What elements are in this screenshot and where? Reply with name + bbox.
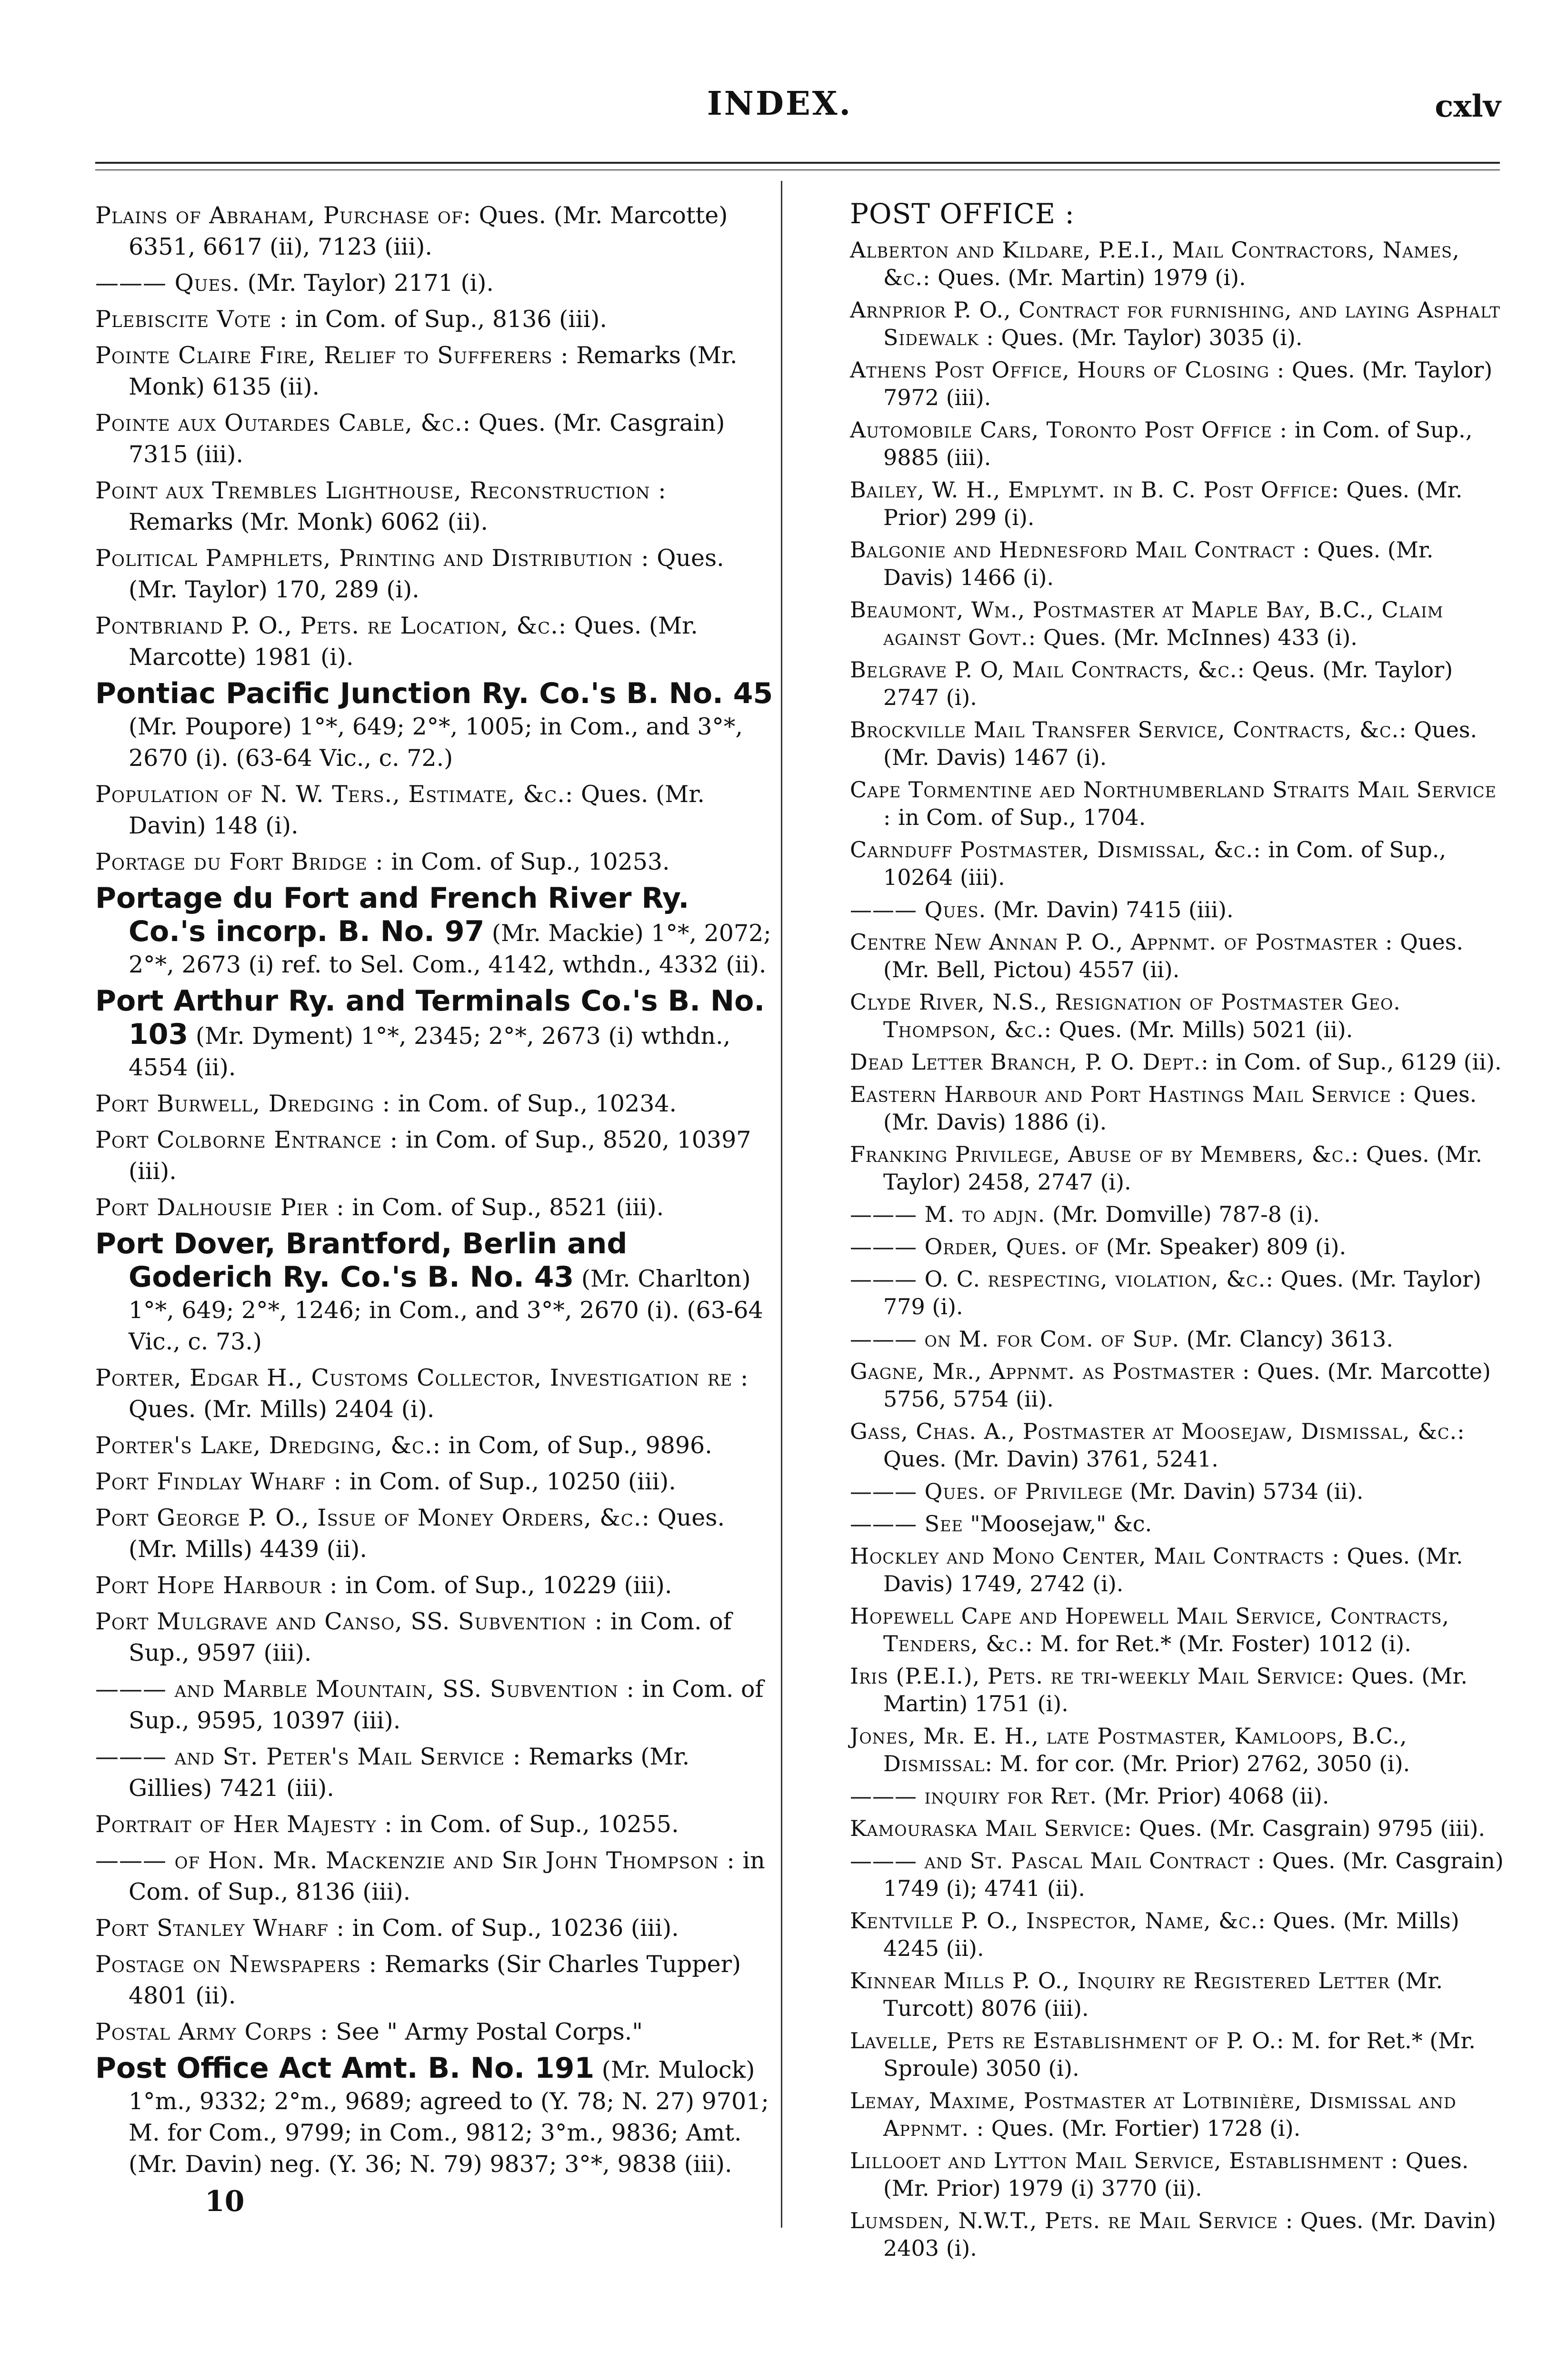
- entry-references: Ques. (Mr. Davis) 1749, 2742 (i).: [883, 1543, 1463, 1597]
- index-entry: [95, 407, 776, 470]
- column-divider: [781, 181, 782, 2228]
- entry-heading: Brockville Mail Transfer Service, Contracts, &c.:: [850, 717, 1407, 743]
- entry-references: (Mr. Mackie) 1°*, 2072; 2°*, 2673 (i) ref. to Sel. Com., 4142, wthdn., 4332 (ii).: [129, 920, 771, 978]
- index-entry: [850, 1907, 1505, 1962]
- entry-heading: Port Dalhousie Pier :: [95, 1194, 345, 1221]
- entry-heading: Lumsden, N.W.T., Pets. re Mail Service :: [850, 2208, 1294, 2233]
- entry-references: in Com. of Sup., 6129 (ii).: [1208, 1049, 1502, 1075]
- index-entry: [95, 1466, 776, 1497]
- entry-references: Ques. (Mr. Taylor) 3035 (i).: [994, 325, 1303, 350]
- entry-heading: Hockley and Mono Center, Mail Contracts :: [850, 1543, 1340, 1569]
- entry-references: in Com. of Sup., 10253.: [383, 848, 670, 875]
- entry-references: M. for Ret.* (Mr. Sproule) 3050 (i).: [883, 2028, 1476, 2081]
- index-entry: [850, 236, 1505, 291]
- entry-heading: Port George P. O., Issue of Money Orders, &c.:: [95, 1504, 650, 1531]
- entry-heading: ——— Ques.: [850, 897, 987, 922]
- entry-references: (Mr. Turcott) 8076 (iii).: [883, 1968, 1443, 2021]
- index-entry: [850, 476, 1505, 531]
- index-entry: [850, 1325, 1505, 1353]
- entry-references: Ques. (Mr. Davis) 1886 (i).: [883, 1081, 1477, 1135]
- entry-references: Ques. (Mr. Marcotte) 6351, 6617 (ii), 7123 (iii).: [129, 202, 728, 260]
- entry-references: in Com. of Sup., 10236 (iii).: [345, 1914, 679, 1942]
- entry-references: Ques. (Mr. Mills) 2404 (i).: [129, 1396, 435, 1423]
- entry-references: (Mr. Prior) 4068 (ii).: [1097, 1783, 1329, 1809]
- entry-heading: Franking Privilege, Abuse of by Members, &c.:: [850, 1141, 1359, 1167]
- entry-references: (Mr. Charlton) 1°*, 649; 2°*, 1246; in Com., and 3°*, 2670 (i). (63-64 Vic., c. 73.): [129, 1265, 763, 1355]
- entry-references: in Com. of Sup., 8520, 10397 (iii).: [129, 1126, 751, 1185]
- entry-heading: Porter, Edgar H., Customs Collector, Investigation re :: [95, 1364, 749, 1391]
- entry-references: "Moosejaw," &c.: [963, 1511, 1152, 1537]
- index-entry: [850, 776, 1505, 831]
- index-entry: [850, 928, 1505, 983]
- entry-references: Remarks (Mr. Gillies) 7421 (iii).: [129, 1743, 690, 1802]
- entry-heading: Port Arthur Ry. and Terminals Co.'s B. No. 103: [95, 984, 765, 1051]
- index-entry: [95, 1949, 776, 2012]
- entry-references: Ques. (Mr. Martin) 1979 (i).: [930, 265, 1246, 290]
- entry-references: M. for cor. (Mr. Prior) 2762, 3050 (i).: [993, 1751, 1410, 1776]
- index-entry: [95, 1674, 776, 1736]
- entry-heading: ——— See: [850, 1511, 963, 1537]
- index-entry: [95, 1502, 776, 1565]
- entry-heading: Lavelle, Pets re Establishment of P. O.:: [850, 2028, 1285, 2053]
- entry-heading: Gass, Chas. A., Postmaster at Moosejaw, Dismissal, &c.:: [850, 1418, 1465, 1444]
- entry-heading: Lillooet and Lytton Mail Service, Establishment :: [850, 2148, 1399, 2173]
- index-entry: [95, 1192, 776, 1223]
- index-entry: [95, 1430, 776, 1461]
- entry-references: See " Army Postal Corps.": [328, 2018, 643, 2045]
- index-entry: [850, 1233, 1505, 1260]
- entry-heading: Kinnear Mills P. O., Inquiry re Registered Letter: [850, 1968, 1390, 1993]
- entry-heading: ——— of Hon. Mr. Mackenzie and Sir John Thompson :: [95, 1847, 735, 1874]
- index-entry: [850, 1265, 1505, 1320]
- entry-references: Ques. (Mr. Davis) 1467 (i).: [883, 717, 1477, 770]
- entry-heading: Portrait of Her Majesty :: [95, 1811, 393, 1838]
- entry-heading: Gagne, Mr., Appnmt. as Postmaster :: [850, 1359, 1250, 1384]
- entry-references: in Com. of Sup., 10234.: [390, 1090, 677, 1117]
- entry-references: Ques. (Mr. Marcotte) 5756, 5754 (ii).: [883, 1359, 1491, 1412]
- index-entry: [95, 1362, 776, 1425]
- entry-references: (Mr. Mulock) 1°m., 9332; 2°m., 9689; agreed to (Y. 78; N. 27) 9701; M. for Com., 9799; in Com., 9812; 3°m., 9836; Amt. (Mr. Davin) neg. (Y. 36; N. 79) 9837; 3°*, 9838 (iii).: [129, 2056, 769, 2178]
- index-entry: [850, 596, 1505, 651]
- entry-heading: Hopewell Cape and Hopewell Mail Service, Contracts, Tenders, &c.:: [850, 1603, 1450, 1656]
- entry-heading: Kentville P. O., Inspector, Name, &c.:: [850, 1908, 1266, 1934]
- index-entry: [95, 985, 776, 1083]
- index-entry: [850, 656, 1505, 711]
- entry-references: in Com. of Sup., 10255.: [392, 1811, 679, 1838]
- index-entry: [850, 1722, 1505, 1777]
- entry-references: Ques. (Mr. Marcotte) 1981 (i).: [129, 612, 698, 671]
- entry-heading: Pontiac Pacific Junction Ry. Co.'s B. No. 45: [95, 677, 773, 710]
- entry-heading: Belgrave P. O, Mail Contracts, &c.:: [850, 657, 1246, 683]
- entry-references: Ques. (Mr. Casgrain) 7315 (iii).: [129, 409, 725, 468]
- entry-references: (Mr. Domville) 787-8 (i).: [1045, 1201, 1320, 1227]
- entry-references: (Mr. Speaker) 809 (i).: [1099, 1234, 1347, 1259]
- index-entry: [850, 1510, 1505, 1537]
- index-entry: [95, 1809, 776, 1840]
- index-entry: [850, 1418, 1505, 1473]
- index-entry: [95, 475, 776, 538]
- entry-heading: ——— Ques. of Privilege: [850, 1478, 1123, 1504]
- entry-heading: Point aux Trembles Lighthouse, Reconstruction :: [95, 477, 667, 504]
- entry-heading: ——— Order, Ques. of: [850, 1234, 1099, 1259]
- entry-heading: Beaumont, Wm., Postmaster at Maple Bay, B.C., Claim against Govt.:: [850, 597, 1444, 650]
- index-entry: [850, 416, 1505, 471]
- index-entry: [95, 678, 776, 774]
- entry-references: (Mr. Poupore) 1°*, 649; 2°*, 1005; in Com., and 3°*, 2670 (i). (63-64 Vic., c. 72.): [129, 713, 743, 772]
- index-entry: [850, 1602, 1505, 1657]
- entry-references: Remarks (Mr. Monk) 6062 (ii).: [129, 508, 488, 536]
- index-entry: [850, 1140, 1505, 1196]
- entry-heading: Port Colborne Entrance :: [95, 1126, 399, 1153]
- entry-heading: ——— Ques.: [95, 269, 240, 297]
- entry-heading: ——— on M. for Com. of Sup.: [850, 1326, 1180, 1352]
- entry-references: in Com. of Sup., 8136 (iii).: [288, 306, 607, 333]
- entry-heading: Centre New Annan P. O., Appnmt. of Postmaster :: [850, 929, 1393, 955]
- index-entry: [850, 1200, 1505, 1228]
- index-entry: [850, 2087, 1505, 2142]
- index-entry: [95, 304, 776, 335]
- entry-references: Ques. (Mr. Prior) 1979 (i) 3770 (ii).: [883, 2148, 1469, 2201]
- entry-heading: ——— and St. Pascal Mail Contract :: [850, 1848, 1266, 1874]
- entry-heading: Lemay, Maxime, Postmaster at Lotbinière, Dismissal and Appnmt. :: [850, 2088, 1457, 2141]
- entry-heading: ——— O. C. respecting, violation, &c.:: [850, 1266, 1274, 1292]
- entry-heading: Population of N. W. Ters., Estimate, &c.:: [95, 781, 574, 808]
- index-entry: [850, 1478, 1505, 1505]
- entry-heading: ——— and St. Peter's Mail Service :: [95, 1743, 521, 1770]
- entry-references: Remarks (Mr. Monk) 6135 (ii).: [129, 342, 738, 400]
- entry-references: Ques. (Mr. Bell, Pictou) 4557 (ii).: [883, 929, 1464, 982]
- index-entry: [95, 543, 776, 605]
- entry-references: Ques. (Mr. Mills) 4439 (ii).: [129, 1504, 725, 1563]
- index-entry: [95, 1606, 776, 1669]
- index-entry: [850, 1662, 1505, 1717]
- right-column: [850, 200, 1505, 2267]
- index-entry: [850, 536, 1505, 591]
- entry-references: Ques. (Mr. Davin) 3761, 5241.: [883, 1446, 1218, 1472]
- entry-references: (Mr. Dyment) 1°*, 2345; 2°*, 2673 (i) wthdn., 4554 (ii).: [129, 1022, 731, 1081]
- entry-references: Ques. (Mr. Mills) 5021 (ii).: [1052, 1017, 1353, 1042]
- entry-heading: Cape Tormentine aed Northumberland Straits Mail Service :: [850, 777, 1497, 830]
- entry-heading: Pointe Claire Fire, Relief to Sufferers :: [95, 342, 569, 369]
- entry-heading: Political Pamphlets, Printing and Distribution :: [95, 545, 649, 572]
- index-entry: [95, 610, 776, 673]
- page-number: cxlv: [1435, 89, 1501, 124]
- index-entry: [850, 2027, 1505, 2082]
- index-entry: [850, 1782, 1505, 1810]
- entry-heading: Athens Post Office, Hours of Closing :: [850, 357, 1285, 383]
- entry-references: Ques. (Mr. McInnes) 433 (i).: [1036, 625, 1357, 650]
- index-entry: [850, 716, 1505, 771]
- entry-heading: Porter's Lake, Dredging, &c.:: [95, 1432, 441, 1459]
- index-entry: [850, 2207, 1505, 2262]
- index-entry: [95, 846, 776, 878]
- index-entry: [850, 836, 1505, 891]
- entry-heading: Arnprior P. O., Contract for furnishing, and laying Asphalt Sidewalk :: [850, 297, 1501, 350]
- index-entry: [95, 779, 776, 842]
- index-entry: [850, 988, 1505, 1043]
- right-column-entries: [850, 236, 1505, 2262]
- index-entry: [95, 1228, 776, 1358]
- entry-heading: Plains of Abraham, Purchase of:: [95, 202, 471, 229]
- entry-heading: Port Findlay Wharf :: [95, 1468, 342, 1495]
- index-entry: [95, 1088, 776, 1120]
- entry-references: in Com. of Sup., 9885 (iii).: [883, 417, 1473, 470]
- entry-heading: Carnduff Postmaster, Dismissal, &c.:: [850, 837, 1261, 863]
- entry-heading: ——— M. to adjn.: [850, 1201, 1046, 1227]
- entry-heading: Pontbriand P. O., Pets. re Location, &c.:: [95, 612, 567, 639]
- index-entry: [850, 1081, 1505, 1136]
- entry-heading: Jones, Mr. E. H., late Postmaster, Kamloops, B.C., Dismissal:: [850, 1723, 1407, 1776]
- section-heading: POST OFFICE :: [850, 198, 1075, 230]
- entry-references: in Com. of Sup., 1704.: [891, 804, 1146, 830]
- entry-heading: Dead Letter Branch, P. O. Dept.:: [850, 1049, 1209, 1075]
- entry-references: in Com. of Sup., 9597 (iii).: [129, 1608, 732, 1666]
- entry-references: Ques. (Mr. Mills) 4245 (ii).: [883, 1908, 1459, 1961]
- index-entry: [95, 2016, 776, 2048]
- entry-heading: ——— and Marble Mountain, SS. Subvention :: [95, 1676, 635, 1703]
- index-entry: [850, 1815, 1505, 1842]
- entry-references: (Mr. Taylor) 2171 (i).: [240, 269, 494, 297]
- index-entry: [850, 1847, 1505, 1902]
- entry-heading: Iris (P.E.I.), Pets. re tri-weekly Mail Service:: [850, 1663, 1345, 1689]
- index-entry: [850, 1542, 1505, 1597]
- index-entry: [850, 1048, 1505, 1076]
- entry-references: in Com. of Sup., 8521 (iii).: [344, 1194, 664, 1221]
- entry-references: in Com. of Sup., 9595, 10397 (iii).: [129, 1676, 764, 1734]
- entry-heading: Eastern Harbour and Port Hastings Mail Service :: [850, 1081, 1407, 1107]
- entry-references: Ques. (Mr. Casgrain) 9795 (iii).: [1132, 1815, 1486, 1841]
- index-entry: [95, 1124, 776, 1187]
- index-entry: [850, 2147, 1505, 2202]
- entry-heading: Pointe aux Outardes Cable, &c.:: [95, 409, 471, 436]
- entry-references: Ques. (Mr. Taylor) 2458, 2747 (i).: [883, 1141, 1482, 1195]
- entry-references: in Com, of Sup., 9896.: [441, 1432, 712, 1459]
- entry-references: (Mr. Clancy) 3613.: [1179, 1326, 1393, 1352]
- entry-heading: Portage du Fort Bridge :: [95, 848, 384, 875]
- entry-heading: Postal Army Corps :: [95, 2018, 329, 2045]
- entry-references: (Mr. Davin) 5734 (ii).: [1123, 1478, 1364, 1504]
- entry-references: Remarks (Sir Charles Tupper) 4801 (ii).: [129, 1951, 741, 2009]
- entry-references: Ques. (Mr. Casgrain) 1749 (i); 4741 (ii).: [883, 1848, 1504, 1901]
- entry-references: Ques. (Mr. Prior) 299 (i).: [883, 477, 1463, 530]
- entry-references: Ques. (Mr. Taylor) 170, 289 (i).: [129, 545, 724, 603]
- entry-references: Ques. (Mr. Davin) 148 (i).: [129, 781, 705, 839]
- entry-heading: Port Burwell, Dredging :: [95, 1090, 391, 1117]
- entry-references: (Mr. Davin) 7415 (iii).: [986, 897, 1234, 922]
- entry-heading: Post Office Act Amt. B. No. 191: [95, 2052, 595, 2085]
- index-entry: [850, 296, 1505, 351]
- entry-heading: Bailey, W. H., Emplymt. in B. C. Post Office:: [850, 477, 1339, 503]
- entry-references: M. for Ret.* (Mr. Foster) 1012 (i).: [1033, 1631, 1411, 1656]
- index-entry: [95, 340, 776, 403]
- entry-references: in Com. of Sup., 10264 (iii).: [883, 837, 1447, 890]
- entry-heading: Kamouraska Mail Service:: [850, 1815, 1132, 1841]
- entry-heading: Automobile Cars, Toronto Post Office :: [850, 417, 1288, 443]
- entry-references: Ques. (Mr. Martin) 1751 (i).: [883, 1663, 1468, 1716]
- entry-references: Qeus. (Mr. Taylor) 2747 (i).: [883, 657, 1453, 710]
- entry-references: Ques. (Mr. Davis) 1466 (i).: [883, 537, 1434, 590]
- entry-heading: Clyde River, N.S., Resignation of Postmaster Geo. Thompson, &c.:: [850, 989, 1401, 1042]
- entry-references: in Com. of Sup., 10229 (iii).: [338, 1572, 672, 1599]
- entry-heading: Postage on Newspapers :: [95, 1951, 378, 1978]
- index-entry: [95, 268, 776, 299]
- entry-references: in Com. of Sup., 8136 (iii).: [129, 1847, 765, 1905]
- index-entry: [95, 1913, 776, 1944]
- index-entry: [95, 200, 776, 263]
- entry-heading: Port Stanley Wharf :: [95, 1914, 345, 1942]
- entry-heading: Plebiscite Vote :: [95, 306, 288, 333]
- index-entry: [95, 1570, 776, 1601]
- entry-references: Ques. (Mr. Fortier) 1728 (i).: [984, 2115, 1301, 2141]
- index-entry: [95, 2053, 776, 2180]
- entry-references: Ques. (Mr. Taylor) 7972 (iii).: [883, 357, 1493, 410]
- entry-heading: ——— inquiry for Ret.: [850, 1783, 1098, 1809]
- header-rule: [95, 162, 1500, 164]
- entry-heading: Port Mulgrave and Canso, SS. Subvention :: [95, 1608, 603, 1635]
- index-entry: [95, 1845, 776, 1908]
- entry-references: in Com. of Sup., 10250 (iii).: [342, 1468, 676, 1495]
- entry-heading: Balgonie and Hednesford Mail Contract :: [850, 537, 1310, 563]
- left-column: [95, 200, 776, 2185]
- index-entry: [95, 1741, 776, 1804]
- page-title: INDEX.: [707, 85, 853, 123]
- header-rule-secondary: [95, 169, 1500, 170]
- index-entry: [850, 356, 1505, 411]
- index-entry: [850, 1358, 1505, 1413]
- entry-references: Ques. (Mr. Taylor) 779 (i).: [883, 1266, 1481, 1319]
- entry-heading: Port Hope Harbour :: [95, 1572, 338, 1599]
- index-entry: [850, 896, 1505, 923]
- entry-heading: Portage du Fort and French River Ry. Co.'s incorp. B. No. 97: [95, 882, 689, 948]
- index-entry: [850, 1967, 1505, 2022]
- entry-heading: Alberton and Kildare, P.E.I., Mail Contractors, Names, &c.:: [850, 237, 1460, 290]
- index-entry: [95, 883, 776, 981]
- entry-heading: Port Dover, Brantford, Berlin and Goderich Ry. Co.'s B. No. 43: [95, 1227, 628, 1294]
- entry-references: Ques. (Mr. Davin) 2403 (i).: [883, 2208, 1497, 2261]
- signature-mark: 10: [205, 2185, 245, 2218]
